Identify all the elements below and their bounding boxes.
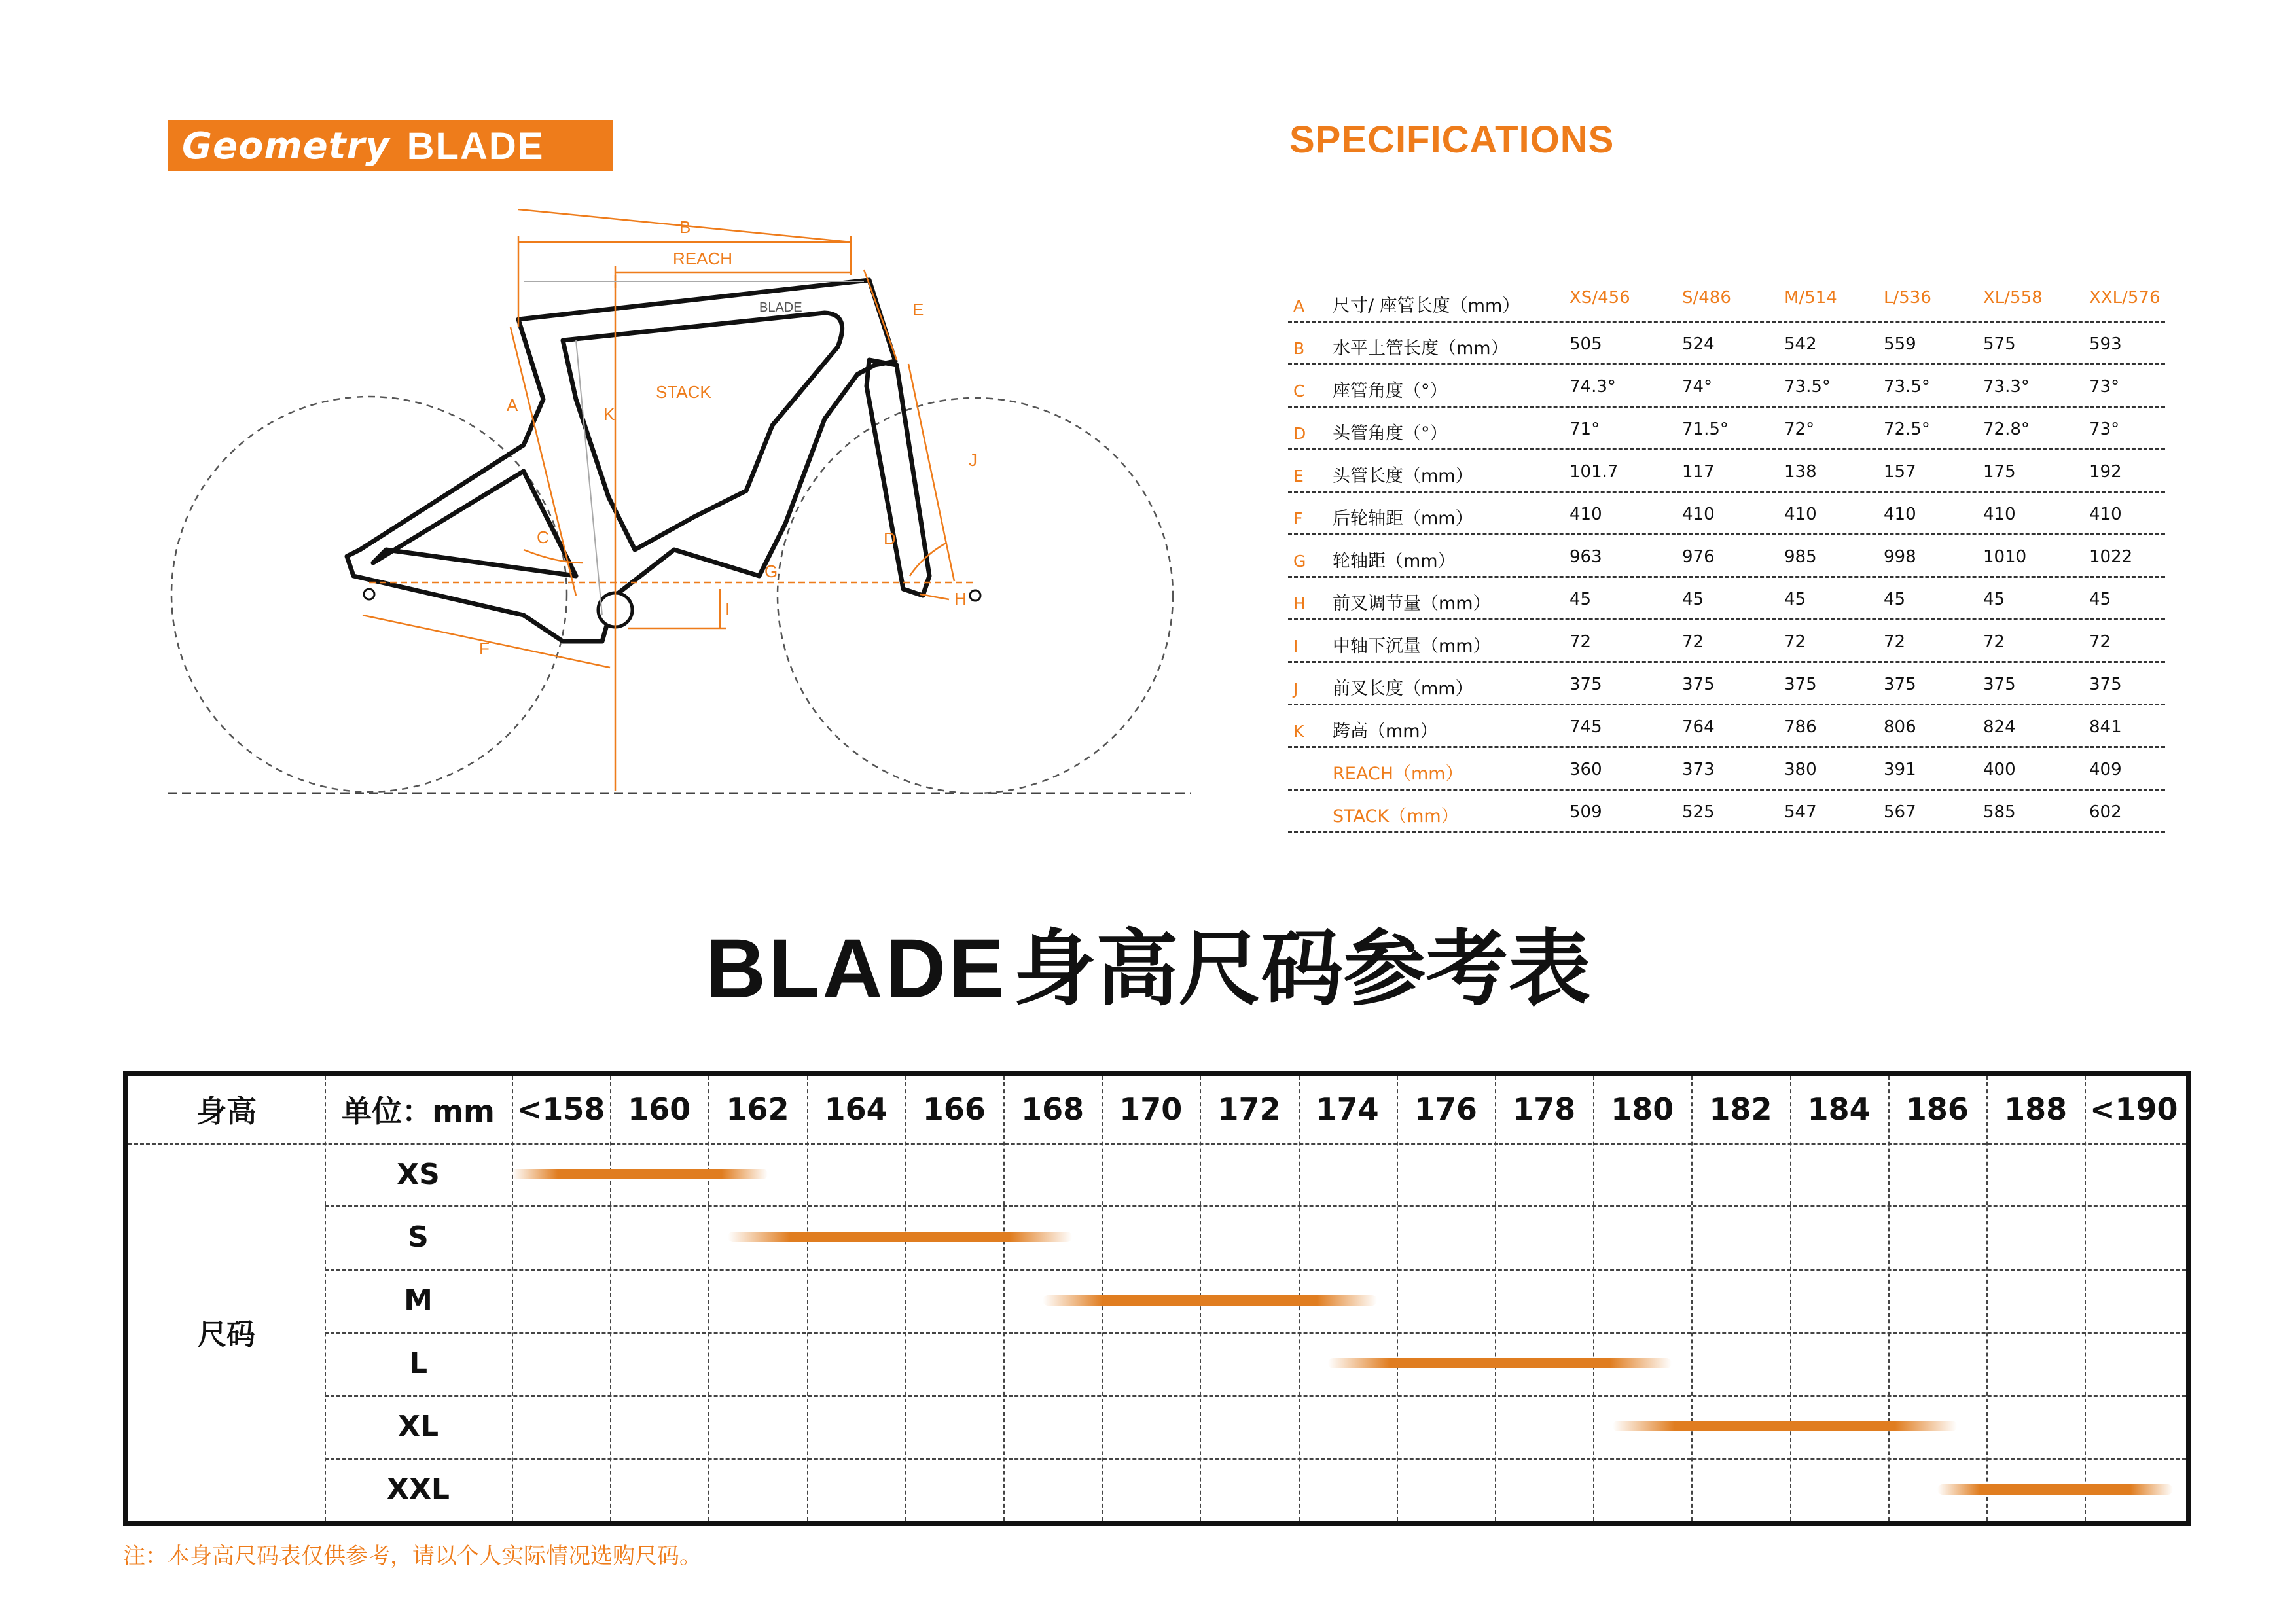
spec-row	[1288, 450, 2165, 493]
height-column-header: 170	[1119, 1092, 1183, 1127]
size-header: M/514	[1784, 288, 1837, 308]
height-column-header: 180	[1611, 1092, 1674, 1127]
spec-value: 525	[1682, 802, 1715, 822]
label-e: E	[912, 300, 924, 319]
spec-name: 前叉调节量（mm）	[1333, 594, 1491, 614]
spec-row	[1288, 663, 2165, 705]
spec-value: 375	[1682, 675, 1715, 694]
spec-value: 138	[1784, 462, 1817, 482]
size-chart-table	[123, 1071, 2191, 1526]
spec-letter: J	[1293, 679, 1299, 698]
spec-value: 157	[1884, 462, 1916, 482]
spec-row	[1288, 620, 2165, 663]
label-i: I	[725, 599, 730, 619]
spec-value: 1022	[2089, 547, 2133, 567]
size-label: XXL	[387, 1472, 450, 1507]
spec-value: 45	[1784, 590, 1806, 609]
spec-value: 542	[1784, 334, 1817, 354]
spec-value: 101.7	[1570, 462, 1619, 482]
spec-value: 45	[1884, 590, 1906, 609]
spec-value: 72	[2089, 632, 2111, 652]
title-text: 身高尺码参考表	[1013, 921, 1591, 1017]
spec-name: 中轴下沉量（mm）	[1333, 636, 1491, 656]
geometry-badge	[168, 120, 613, 171]
spec-value: 410	[2089, 505, 2122, 524]
spec-letter: G	[1293, 552, 1306, 571]
spec-value: 71°	[1570, 419, 1600, 439]
spec-value: 73.3°	[1983, 377, 2030, 397]
grid-row-line	[325, 1332, 2186, 1334]
height-column-header: 182	[1709, 1092, 1772, 1127]
spec-letter: H	[1293, 594, 1306, 613]
height-column-header: 188	[2004, 1092, 2068, 1127]
height-column-header: 166	[922, 1092, 986, 1127]
rear-axle	[364, 589, 374, 599]
spec-name: 座管角度（°）	[1333, 381, 1448, 401]
spec-value: 745	[1570, 717, 1602, 737]
spec-value: 360	[1570, 760, 1602, 779]
height-column-header: 168	[1021, 1092, 1085, 1127]
spec-value: 45	[1983, 590, 2005, 609]
specifications-title: SPECIFICATIONS	[1289, 118, 1615, 161]
size-label: XS	[397, 1157, 440, 1191]
spec-value: 409	[2089, 760, 2122, 779]
height-header: 身高	[196, 1094, 257, 1129]
spec-value: 71.5°	[1682, 419, 1729, 439]
spec-value: 567	[1884, 802, 1916, 822]
spec-name: 前叉长度（mm）	[1333, 679, 1473, 699]
spec-value: 963	[1570, 547, 1602, 567]
spec-name: 水平上管长度（mm）	[1333, 338, 1509, 359]
spec-value: 72°	[1784, 419, 1815, 439]
spec-value: 575	[1983, 334, 2016, 354]
spec-value: 45	[1682, 590, 1704, 609]
spec-value: 375	[2089, 675, 2122, 694]
size-chart-title	[0, 903, 2296, 1022]
spec-name: STACK（mm）	[1333, 806, 1459, 827]
bike-diagram-svg	[157, 209, 1204, 812]
title-brand-logo: BLADE	[705, 922, 1007, 1016]
spec-value: 806	[1884, 717, 1916, 737]
size-range-bar-xs	[512, 1169, 768, 1179]
label-c: C	[537, 527, 549, 547]
spec-row	[1288, 535, 2165, 578]
spec-value: 410	[1682, 505, 1715, 524]
size-range-bar-xxl	[1937, 1484, 2173, 1495]
height-column-header: 178	[1513, 1092, 1576, 1127]
spec-name: 轮轴距（mm）	[1333, 551, 1456, 571]
spec-value: 192	[2089, 462, 2122, 482]
height-column-header: 186	[1905, 1092, 1969, 1127]
spec-value: 524	[1682, 334, 1715, 354]
front-axle	[970, 590, 980, 601]
size-label: M	[404, 1283, 433, 1317]
size-header: XS/456	[1570, 288, 1630, 308]
spec-value: 175	[1983, 462, 2016, 482]
spec-value: 410	[1784, 505, 1817, 524]
grid-row-line	[325, 1205, 2186, 1207]
spec-value: 72	[1570, 632, 1592, 652]
height-column-header: 172	[1217, 1092, 1281, 1127]
spec-row	[1288, 408, 2165, 450]
unit-header: 单位：mm	[342, 1094, 495, 1129]
spec-value: 391	[1884, 760, 1916, 779]
spec-value: 509	[1570, 802, 1602, 822]
badge-geometry-text: Geometry	[182, 124, 390, 168]
spec-row	[1288, 705, 2165, 748]
spec-value: 786	[1784, 717, 1817, 737]
spec-value: 74°	[1682, 377, 1713, 397]
spec-row	[1288, 365, 2165, 408]
spec-letter: I	[1293, 637, 1299, 656]
spec-header-row	[1288, 280, 2165, 323]
height-column-header: 184	[1807, 1092, 1871, 1127]
spec-row	[1288, 791, 2165, 833]
height-column-header: <158	[516, 1092, 605, 1127]
spec-row	[1288, 493, 2165, 535]
size-group-label: 尺码	[198, 1318, 255, 1351]
spec-value: 593	[2089, 334, 2122, 354]
spec-value: 72	[1784, 632, 1806, 652]
spec-value: 72.8°	[1983, 419, 2030, 439]
spec-name: REACH（mm）	[1333, 764, 1463, 784]
label-f: F	[479, 639, 490, 658]
spec-value: 375	[1983, 675, 2016, 694]
grid-row-line	[325, 1269, 2186, 1271]
spec-value: 73°	[2089, 419, 2120, 439]
spec-letter: E	[1293, 467, 1304, 486]
spec-value: 375	[1570, 675, 1602, 694]
spec-value: 72	[1884, 632, 1906, 652]
size-header: S/486	[1682, 288, 1731, 308]
size-header: L/536	[1884, 288, 1931, 308]
size-label: S	[408, 1220, 429, 1254]
spec-value: 410	[1570, 505, 1602, 524]
spec-value: 73.5°	[1884, 377, 1930, 397]
spec-name: 头管长度（mm）	[1333, 466, 1473, 486]
spec-letter: F	[1293, 509, 1303, 528]
spec-value: 559	[1884, 334, 1916, 354]
height-column-header: 164	[824, 1092, 888, 1127]
label-d: D	[884, 529, 896, 548]
spec-value: 375	[1784, 675, 1817, 694]
size-range-bar-s	[728, 1232, 1072, 1242]
spec-value: 410	[1884, 505, 1916, 524]
label-k: K	[603, 404, 615, 424]
spec-name: 头管角度（°）	[1333, 423, 1448, 444]
spec-value: 410	[1983, 505, 2016, 524]
spec-value: 45	[1570, 590, 1592, 609]
height-column-header: 176	[1414, 1092, 1477, 1127]
spec-letter: C	[1293, 382, 1305, 401]
spec-value: 45	[2089, 590, 2111, 609]
spec-value: 380	[1784, 760, 1817, 779]
spec-row	[1288, 578, 2165, 620]
height-column-header: 162	[726, 1092, 789, 1127]
specifications-table	[1288, 280, 2165, 833]
spec-value: 74.3°	[1570, 377, 1616, 397]
size-range-bar-m	[1043, 1295, 1377, 1306]
size-range-bar-l	[1328, 1358, 1672, 1368]
spec-value: 375	[1884, 675, 1916, 694]
bike-geometry-diagram	[157, 209, 1204, 812]
label-reach: REACH	[673, 249, 733, 268]
spec-value: 602	[2089, 802, 2122, 822]
label-stack: STACK	[656, 382, 711, 402]
spec-row	[1288, 323, 2165, 365]
size-label: L	[408, 1346, 428, 1380]
label-j: J	[969, 450, 977, 470]
spec-value: 73°	[2089, 377, 2120, 397]
spec-value: 373	[1682, 760, 1715, 779]
spec-name: 跨高（mm）	[1333, 721, 1438, 741]
spec-value: 73.5°	[1784, 377, 1831, 397]
spec-value: 841	[2089, 717, 2122, 737]
size-header: XXL/576	[2089, 288, 2161, 308]
spec-letter: D	[1293, 424, 1306, 443]
spec-row	[1288, 748, 2165, 791]
frame-logo: BLADE	[759, 300, 802, 315]
label-b: B	[679, 217, 691, 237]
spec-value: 998	[1884, 547, 1916, 567]
spec-value: 585	[1983, 802, 2016, 822]
size-range-bar-xl	[1613, 1421, 1957, 1431]
height-column-header: <190	[2089, 1092, 2178, 1127]
size-label: XL	[398, 1409, 439, 1443]
grid-row-line	[325, 1458, 2186, 1460]
spec-name: 尺寸/ 座管长度（mm）	[1333, 296, 1520, 316]
grid-row-line	[325, 1395, 2186, 1397]
label-h: H	[954, 589, 967, 609]
spec-value: 72	[1682, 632, 1704, 652]
spec-value: 824	[1983, 717, 2016, 737]
height-column-header: 174	[1316, 1092, 1379, 1127]
size-header: XL/558	[1983, 288, 2043, 308]
spec-value: 976	[1682, 547, 1715, 567]
spec-value: 985	[1784, 547, 1817, 567]
spec-letter: A	[1293, 296, 1305, 315]
footnote: 注：本身高尺码表仅供参考，请以个人实际情况选购尺码。	[123, 1543, 702, 1569]
badge-brand-logo: BLADE	[406, 124, 545, 168]
spec-letter: K	[1293, 722, 1304, 741]
label-a: A	[507, 395, 518, 415]
spec-value: 547	[1784, 802, 1817, 822]
spec-name: 后轮轴距（mm）	[1333, 508, 1473, 529]
spec-body	[1288, 323, 2165, 833]
spec-value: 117	[1682, 462, 1715, 482]
spec-letter: B	[1293, 339, 1305, 358]
spec-value: 1010	[1983, 547, 2027, 567]
spec-value: 764	[1682, 717, 1715, 737]
seat-tube-axis	[576, 340, 602, 615]
spec-value: 72	[1983, 632, 2005, 652]
spec-value: 72.5°	[1884, 419, 1930, 439]
label-g: G	[764, 562, 778, 581]
frame-outline	[347, 280, 929, 641]
height-column-header: 160	[628, 1092, 691, 1127]
spec-value: 400	[1983, 760, 2016, 779]
dimension-lines	[363, 209, 975, 791]
spec-value: 505	[1570, 334, 1602, 354]
